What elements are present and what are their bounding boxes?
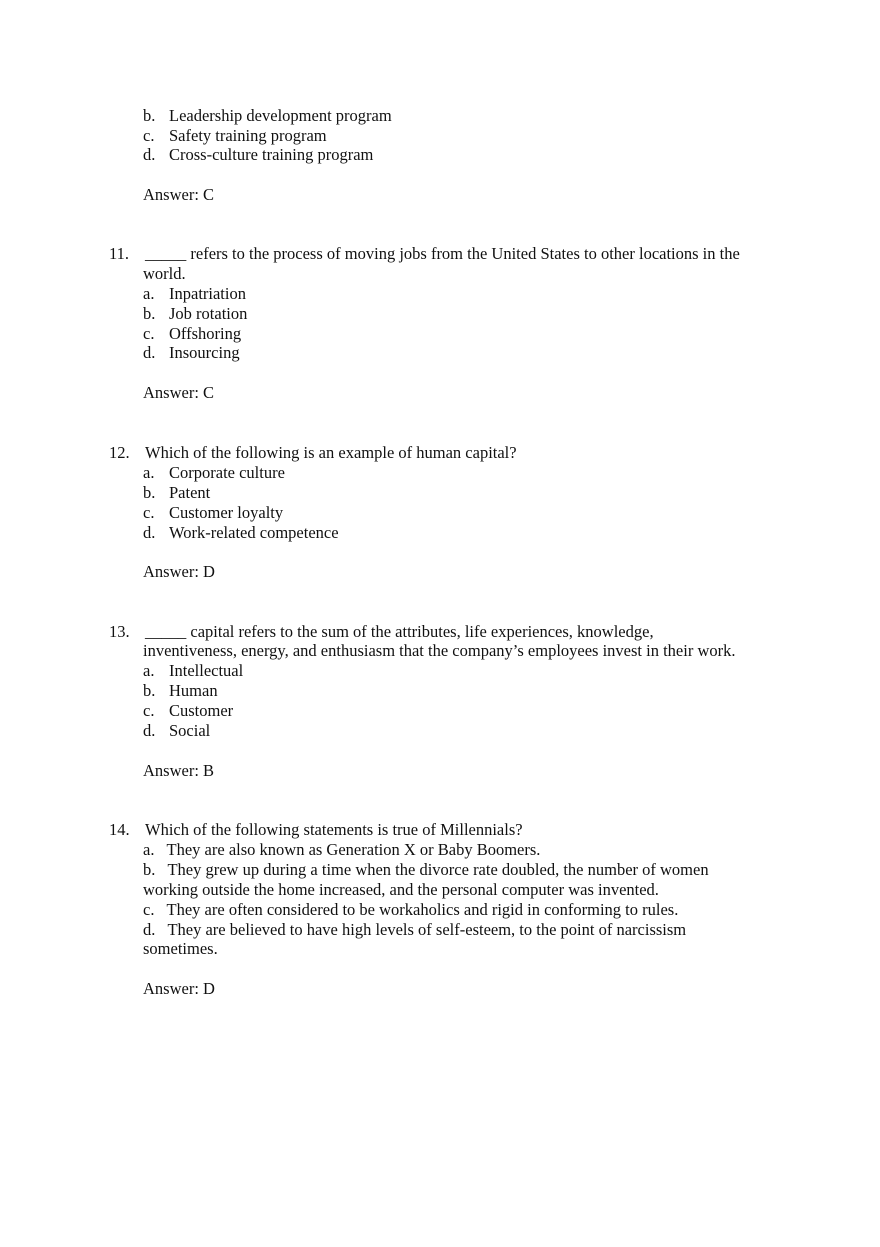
- option-item: [143, 701, 233, 721]
- answer-line: Answer: B: [143, 761, 215, 780]
- option-item: [143, 523, 339, 543]
- question-number: 13.: [109, 622, 130, 641]
- option-letter: b.: [143, 106, 156, 125]
- option-item: [143, 463, 285, 483]
- option-letter: a.: [143, 463, 155, 482]
- question-stem: Which of the following statements is true of Millennials?: [145, 820, 523, 839]
- option-item: [143, 284, 246, 304]
- option-item: [143, 324, 241, 344]
- option-text: Offshoring: [169, 324, 242, 343]
- question-stem: _____ refers to the process of moving jobs from the United States to other locations in the: [145, 244, 740, 263]
- option-item: [143, 304, 247, 324]
- option-text: Job rotation: [169, 304, 248, 323]
- option-text: Work-related competence: [169, 523, 339, 542]
- option-letter: c.: [143, 701, 155, 720]
- option-letter: a.: [143, 661, 155, 680]
- option-item: [143, 483, 210, 503]
- option-text: Corporate culture: [169, 463, 285, 482]
- option-text: Intellectual: [169, 661, 244, 680]
- option-text: Safety training program: [169, 126, 327, 145]
- question-stem: world.: [143, 264, 186, 283]
- question-stem: _____ capital refers to the sum of the attributes, life experiences, knowledge,: [145, 622, 654, 641]
- question-stem: Which of the following is an example of human capital?: [145, 443, 517, 462]
- option-item: [143, 503, 283, 523]
- option-text: Insourcing: [169, 343, 240, 362]
- option-letter: c.: [143, 126, 155, 145]
- option-text: Customer loyalty: [169, 503, 284, 522]
- option-letter: d.: [143, 523, 156, 542]
- option-letter: a.: [143, 284, 155, 303]
- option-letter: c.: [143, 503, 155, 522]
- option-text: Leadership development program: [169, 106, 392, 125]
- question-number: 12.: [109, 443, 130, 462]
- option-item: [143, 343, 240, 363]
- option-text: Human: [169, 681, 218, 700]
- option-letter: b.: [143, 681, 156, 700]
- option-letter: b.: [143, 304, 156, 323]
- answer-line: Answer: C: [143, 383, 215, 402]
- option-item: [143, 145, 373, 165]
- option-text: Social: [169, 721, 211, 740]
- option-text: Patent: [169, 483, 211, 502]
- option-text: Customer: [169, 701, 234, 720]
- option-item: [143, 106, 392, 126]
- option-item-continuation: working outside the home increased, and the personal computer was invented.: [143, 880, 659, 899]
- option-item: [143, 661, 243, 681]
- option-letter: d.: [143, 145, 156, 164]
- option-item: [143, 126, 327, 146]
- answer-line: Answer: C: [143, 185, 215, 204]
- option-letter: d.: [143, 343, 156, 362]
- option-item-continuation: sometimes.: [143, 939, 218, 958]
- question-number: 14.: [109, 820, 130, 839]
- option-item: d. They are believed to have high levels of self-esteem, to the point of narcissism: [143, 920, 687, 939]
- option-letter: d.: [143, 721, 156, 740]
- option-item: [143, 721, 210, 741]
- question-number: 11.: [109, 244, 130, 263]
- option-text: Inpatriation: [169, 284, 246, 303]
- answer-line: Answer: D: [143, 562, 215, 581]
- option-item: c. They are often considered to be workaholics and rigid in conforming to rules.: [143, 900, 679, 919]
- option-item: a. They are also known as Generation X or Baby Boomers.: [143, 840, 541, 859]
- question-stem: inventiveness, energy, and enthusiasm that the company’s employees invest in their work.: [143, 641, 736, 660]
- option-letter: b.: [143, 483, 156, 502]
- answer-line: Answer: D: [143, 979, 215, 998]
- option-item: [143, 681, 218, 701]
- option-item: b. They grew up during a time when the divorce rate doubled, the number of women: [143, 860, 709, 879]
- option-letter: c.: [143, 324, 155, 343]
- option-text: Cross-culture training program: [169, 145, 374, 164]
